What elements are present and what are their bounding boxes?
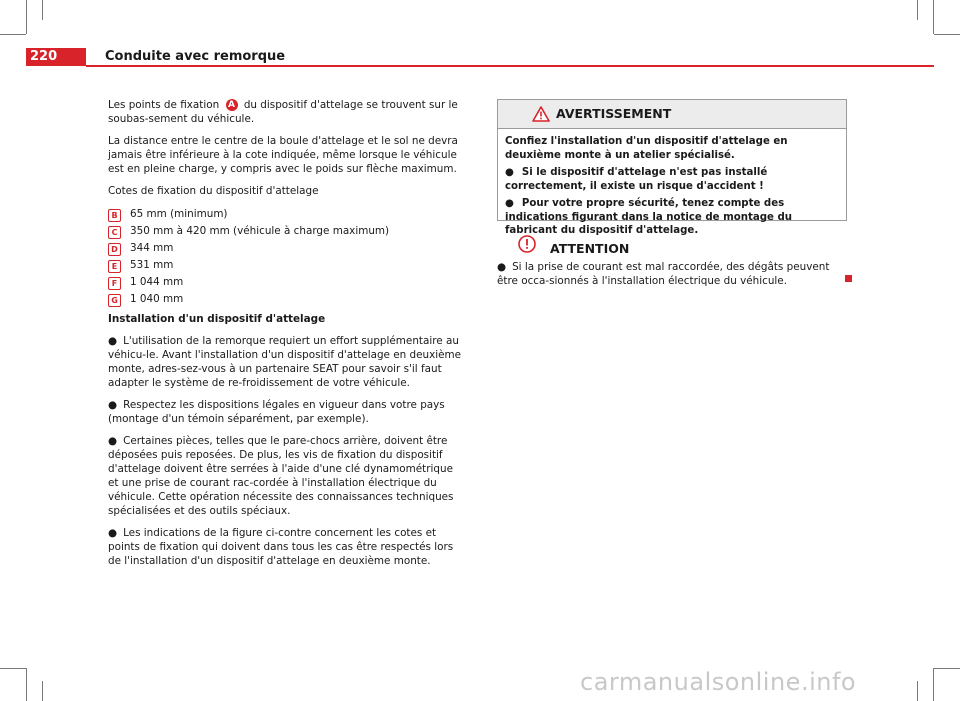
crop-mark bbox=[933, 0, 934, 34]
dimension-list bbox=[108, 206, 464, 308]
bullet-icon: ● bbox=[505, 198, 514, 209]
bullet-item bbox=[108, 526, 464, 568]
callout-badge-a: A bbox=[226, 99, 238, 111]
warning-triangle-icon bbox=[532, 106, 550, 122]
dimension-key-d: D bbox=[108, 243, 121, 256]
dimension-key-c: C bbox=[108, 226, 121, 239]
section-heading: Installation d'un dispositif d'attelage bbox=[108, 313, 326, 325]
bullet-text: Si le dispositif d'attelage n'est pas installé correctement, il existe un risque d'accident ! bbox=[505, 167, 768, 192]
bullet-item bbox=[108, 434, 464, 518]
warning-intro: Confiez l'installation d'un dispositif d'attelage en deuxième monte à un atelier spécialisé. bbox=[505, 136, 788, 161]
dimension-key-f: F bbox=[108, 277, 121, 290]
page-number: 220 bbox=[26, 48, 86, 66]
attention-text: Si la prise de courant est mal raccordée, des dégâts peuvent être occa-sionnés à l'installation électrique du véhicule. bbox=[497, 261, 830, 287]
bullet-icon: ● bbox=[505, 167, 514, 178]
warning-body bbox=[498, 129, 846, 238]
crop-mark bbox=[26, 0, 27, 34]
crop-mark bbox=[934, 668, 960, 669]
attention-body bbox=[497, 260, 847, 288]
warning-header bbox=[498, 100, 846, 129]
bullet-icon: ● bbox=[108, 435, 118, 447]
section-end-marker bbox=[845, 275, 852, 282]
bullet-text: L'utilisation de la remorque requiert un effort supplémentaire au véhicu-le. Avant l'installation d'un dispositif d'attelage en deuxième monte, adres-sez-vous à un partenaire SEAT pour savoir s'il faut adapter le système de re-froidissement de votre véhicule. bbox=[108, 335, 462, 389]
dimension-value: 350 mm à 420 mm (véhicule à charge maximum) bbox=[130, 225, 390, 237]
dimension-value: 344 mm bbox=[130, 242, 174, 254]
list-item bbox=[108, 223, 464, 240]
attention-title: ATTENTION bbox=[550, 241, 630, 256]
paragraph-text: Les points de fixation bbox=[108, 99, 220, 111]
dimension-value: 1 044 mm bbox=[130, 276, 184, 288]
crop-mark bbox=[0, 668, 26, 669]
left-column bbox=[108, 98, 464, 576]
list-item bbox=[108, 206, 464, 223]
bullet-icon: ● bbox=[497, 261, 507, 273]
dimension-value: 65 mm (minimum) bbox=[130, 208, 228, 220]
bullet-text: Respectez les dispositions légales en vigueur dans votre pays (montage d'un témoin séparément, par exemple). bbox=[108, 399, 445, 425]
paragraph-dimensions-intro: Cotes de fixation du dispositif d'attelage bbox=[108, 185, 319, 197]
crop-mark bbox=[42, 0, 43, 20]
list-item bbox=[108, 257, 464, 274]
header-rule bbox=[86, 65, 934, 67]
list-item bbox=[108, 274, 464, 291]
crop-mark bbox=[933, 668, 934, 701]
crop-mark bbox=[917, 681, 918, 701]
bullet-icon: ● bbox=[108, 399, 118, 411]
paragraph-text: du dispositif d'attelage se trouvent sur le soubas-sement du véhicule. bbox=[108, 99, 458, 125]
bullet-text: Les indications de la figure ci-contre concernent les cotes et points de fixation qui doivent dans tous les cas être respectés lors de l'installation d'un dispositif d'attelage en deuxième monte. bbox=[108, 527, 454, 567]
warning-box bbox=[497, 99, 847, 236]
list-item bbox=[108, 291, 464, 308]
bullet-item bbox=[505, 166, 839, 193]
bullet-item bbox=[505, 197, 839, 238]
dimension-value: 531 mm bbox=[130, 259, 174, 271]
crop-mark bbox=[917, 0, 918, 20]
crop-mark bbox=[934, 34, 960, 35]
dimension-value: 1 040 mm bbox=[130, 293, 184, 305]
bullet-item bbox=[108, 398, 464, 426]
dimension-key-e: E bbox=[108, 260, 121, 273]
crop-mark bbox=[42, 681, 43, 701]
dimension-key-g: G bbox=[108, 294, 121, 307]
crop-mark bbox=[0, 34, 26, 35]
bullet-icon: ● bbox=[108, 527, 118, 539]
paragraph-distance: La distance entre le centre de la boule d'attelage et le sol ne devra jamais être inférieure à la cote indiquée, même lorsque le véhicule est en pleine charge, y compris avec le poids sur flèche maximum. bbox=[108, 135, 458, 175]
bullet-text: Pour votre propre sécurité, tenez compte des indications figurant dans la notice de montage du fabricant du dispositif d'attelage. bbox=[505, 198, 793, 236]
list-item bbox=[108, 240, 464, 257]
watermark: carmanualsonline.info bbox=[580, 668, 857, 696]
bullet-icon: ● bbox=[108, 335, 118, 347]
attention-icon bbox=[518, 235, 536, 253]
crop-mark bbox=[26, 668, 27, 701]
bullet-item bbox=[108, 334, 464, 390]
dimension-key-b: B bbox=[108, 209, 121, 222]
paragraph-fixation-points bbox=[108, 98, 464, 126]
bullet-text: Certaines pièces, telles que le pare-chocs arrière, doivent être déposées puis reposées. De plus, les vis de fixation du dispositif d'attelage doivent être serrées à l'aide d'une clé dynamométrique et une prise de courant rac-cordée à l'installation électrique du véhicule. Cette opération nécessite des connaissances techniques spécialisées et des outils spéciaux. bbox=[108, 435, 454, 517]
page-title: Conduite avec remorque bbox=[105, 49, 286, 64]
warning-title: AVERTISSEMENT bbox=[556, 106, 672, 121]
